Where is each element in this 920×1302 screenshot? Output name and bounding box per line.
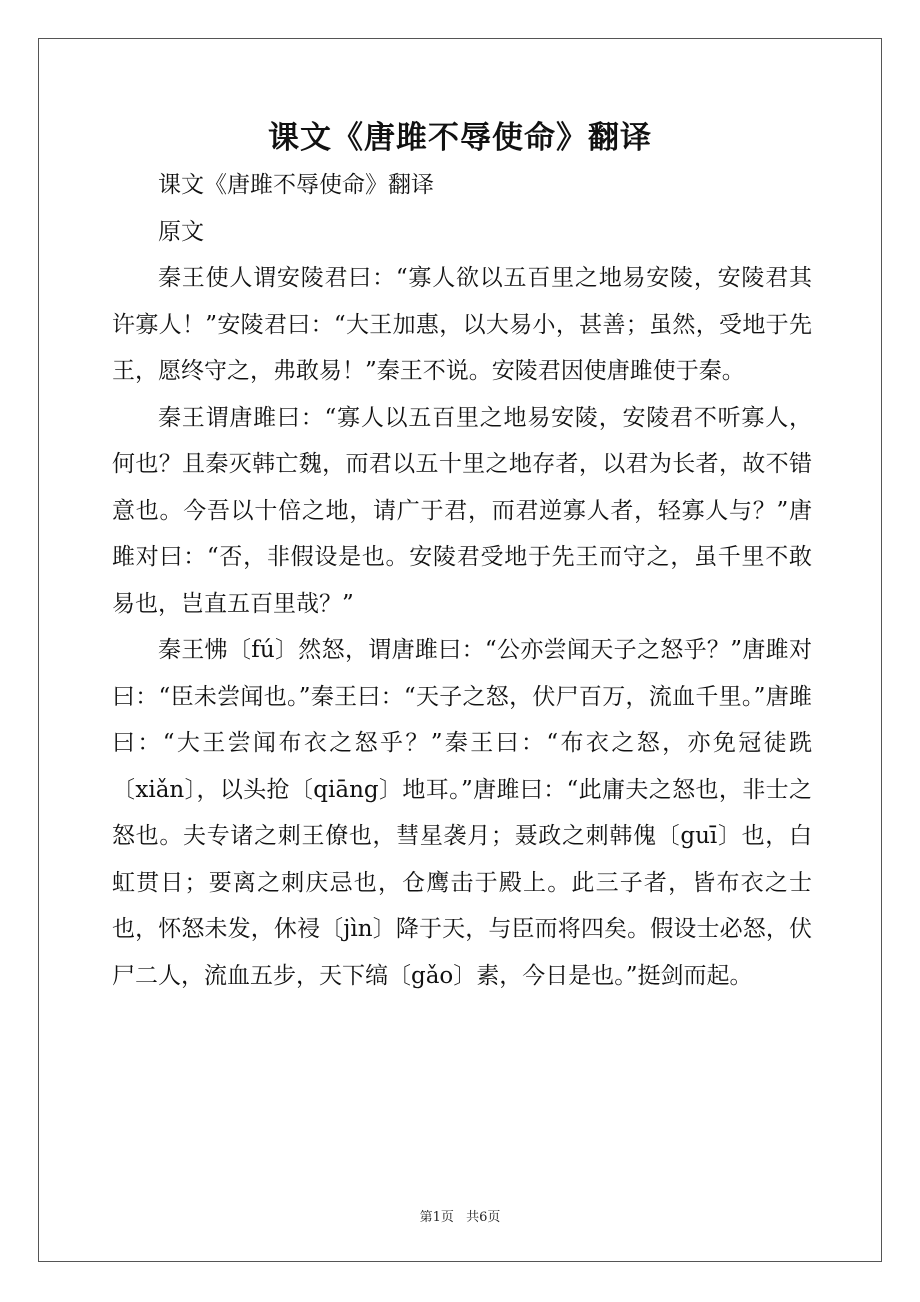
paragraph-subtitle: 课文《唐雎不辱使命》翻译	[158, 172, 434, 198]
page-total: 共6页	[466, 1210, 501, 1225]
paragraph-text: 秦王谓唐雎曰：“寡人以五百里之地易安陵，安陵君不听寡人，何也？且秦灭韩亡魏，而君以五十里之地存者，以君为长者，故不错意也。今吾以十倍之地，请广于君，而君逆寡人者，轻寡人与？”唐雎对曰：“否，非假设是也。安陵君受地于先王而守之，虽千里不敢易也，岂直五百里哉？”	[112, 404, 812, 617]
document-title: 课文《唐雎不辱使命》翻译	[268, 120, 652, 156]
paragraph-text: 秦王怫〔fú〕然怒，谓唐雎曰：“公亦尝闻天子之怒乎？”唐雎对曰：“臣未尝闻也。”秦王曰：“天子之怒，伏尸百万，流血千里。”唐雎曰：“大王尝闻布衣之怒乎？”秦王曰：“布衣之怒，亦免冠徒跣〔xiǎn〕，以头抢〔qiāng〕地耳。”唐雎曰：“此庸夫之怒也，非士之怒也。夫专诸之刺王僚也，彗星袭月；聂政之刺韩傀〔guī〕也，白虹贯日；要离之刺庆忌也，仓鹰击于殿上。此三子者，皆布衣之士也，怀怒未发，休祲〔jìn〕降于天，与臣而将四矣。假设士必怒，伏尸二人，流血五步，天下缟〔gǎo〕素，今日是也。”挺剑而起。	[112, 637, 812, 989]
paragraph-section-heading: 原文	[158, 218, 204, 245]
document-body	[112, 162, 812, 999]
page-number: 第1页	[419, 1210, 454, 1225]
page-footer	[0, 1206, 920, 1225]
paragraph-text: 秦王使人谓安陵君曰：“寡人欲以五百里之地易安陵，安陵君其许寡人！”安陵君曰：“大王加惠，以大易小，甚善；虽然，受地于先王，愿终守之，弗敢易！”秦王不说。安陵君因使唐雎使于秦。	[112, 265, 812, 384]
